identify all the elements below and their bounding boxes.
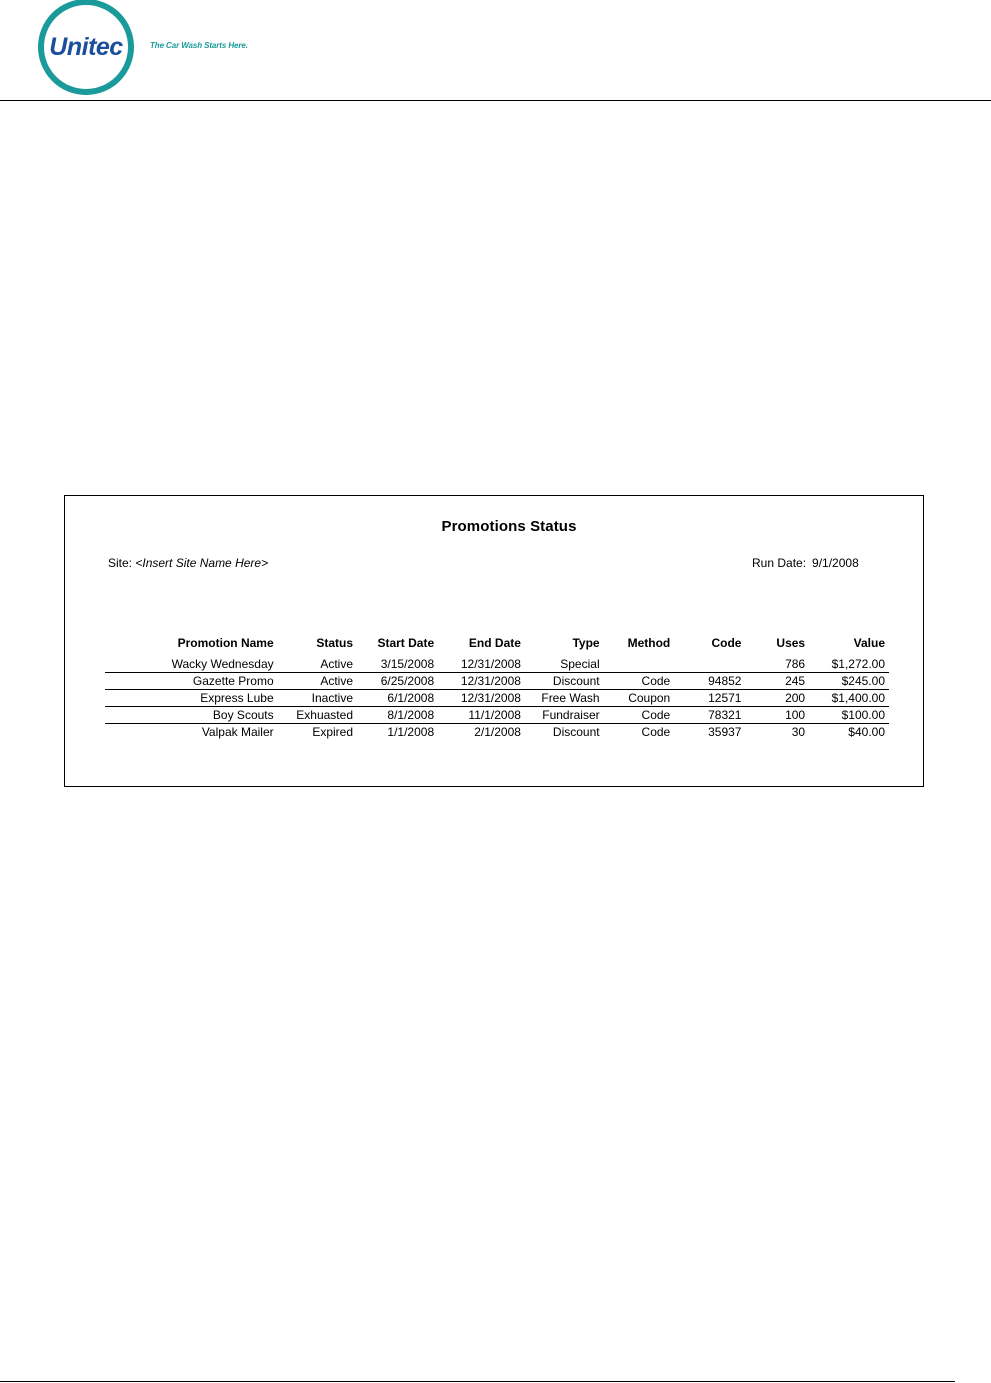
cell-code: 12571 (674, 690, 745, 707)
cell-code: 94852 (674, 673, 745, 690)
cell-promotion-name: Gazette Promo (105, 673, 278, 690)
cell-uses: 30 (791, 725, 806, 739)
cell-promotion-name: Boy Scouts (105, 707, 278, 724)
cell-value: $1,400.00 (809, 690, 889, 707)
cell-start-date: 3/15/2008 (357, 652, 438, 673)
cell-promotion-name: Wacky Wednesday (105, 652, 278, 673)
cell-promotion-name: Express Lube (105, 690, 278, 707)
promotions-status-report (64, 495, 924, 787)
run-date-line (752, 556, 859, 570)
cell-method: Code (641, 725, 671, 739)
cell-status: Active (278, 652, 357, 673)
unitec-logo (32, 0, 140, 96)
site-label: Site: (108, 556, 133, 570)
table-row (105, 724, 889, 741)
cell-code (674, 652, 745, 673)
cell-uses: 786 (745, 652, 809, 673)
cell-promotion-name: Valpak Mailer (201, 725, 274, 739)
cell-type: Special (525, 652, 604, 673)
promotions-table (105, 634, 889, 740)
cell-status: Inactive (278, 690, 357, 707)
column-header-status: Status (316, 636, 353, 650)
cell-end-date: 12/31/2008 (438, 652, 525, 673)
cell-type: Fundraiser (525, 707, 604, 724)
cell-start-date: 8/1/2008 (357, 707, 438, 724)
run-date-label: Run Date: (752, 556, 807, 570)
column-header-start-date: Start Date (377, 636, 435, 650)
cell-uses: 245 (745, 673, 809, 690)
cell-status: Expired (312, 725, 353, 739)
column-header-value: Value (853, 636, 885, 650)
header-divider (0, 100, 991, 101)
cell-start-date: 6/1/2008 (357, 690, 438, 707)
logo-tagline: The Car Wash Starts Here. (150, 41, 248, 50)
column-header-type: Type (572, 636, 600, 650)
cell-uses: 200 (745, 690, 809, 707)
cell-type: Free Wash (525, 690, 604, 707)
cell-method (604, 652, 675, 673)
cell-value: $100.00 (809, 707, 889, 724)
cell-method: Coupon (604, 690, 675, 707)
cell-start-date: 1/1/2008 (387, 725, 435, 739)
column-header-promotion-name: Promotion Name (177, 636, 274, 650)
column-header-code: Code (711, 636, 742, 650)
site-line (108, 556, 268, 570)
table-row (105, 652, 889, 673)
column-header-method: Method (627, 636, 671, 650)
report-title: Promotions Status (441, 518, 577, 535)
cell-type: Discount (552, 725, 600, 739)
cell-end-date: 11/1/2008 (438, 707, 525, 724)
cell-code: 78321 (674, 707, 745, 724)
logo-wordmark: Unitec (49, 33, 123, 61)
run-date-value: 9/1/2008 (812, 556, 859, 570)
table-row (105, 673, 889, 690)
cell-method: Code (604, 673, 675, 690)
cell-end-date: 12/31/2008 (438, 673, 525, 690)
site-value: <Insert Site Name Here> (135, 556, 269, 570)
column-header-end-date: End Date (468, 636, 521, 650)
cell-end-date: 2/1/2008 (474, 725, 521, 739)
cell-start-date: 6/25/2008 (357, 673, 438, 690)
cell-end-date: 12/31/2008 (438, 690, 525, 707)
table-row (105, 707, 889, 724)
cell-value: $245.00 (809, 673, 889, 690)
cell-value: $1,272.00 (809, 652, 889, 673)
table-row (105, 690, 889, 707)
footer-divider (0, 1381, 955, 1382)
cell-status: Active (278, 673, 357, 690)
cell-value: $40.00 (848, 725, 885, 739)
cell-code: 35937 (708, 725, 742, 739)
cell-uses: 100 (745, 707, 809, 724)
table-header-row (105, 634, 889, 652)
column-header-uses: Uses (776, 636, 806, 650)
cell-status: Exhuasted (278, 707, 357, 724)
cell-type: Discount (525, 673, 604, 690)
cell-method: Code (604, 707, 675, 724)
